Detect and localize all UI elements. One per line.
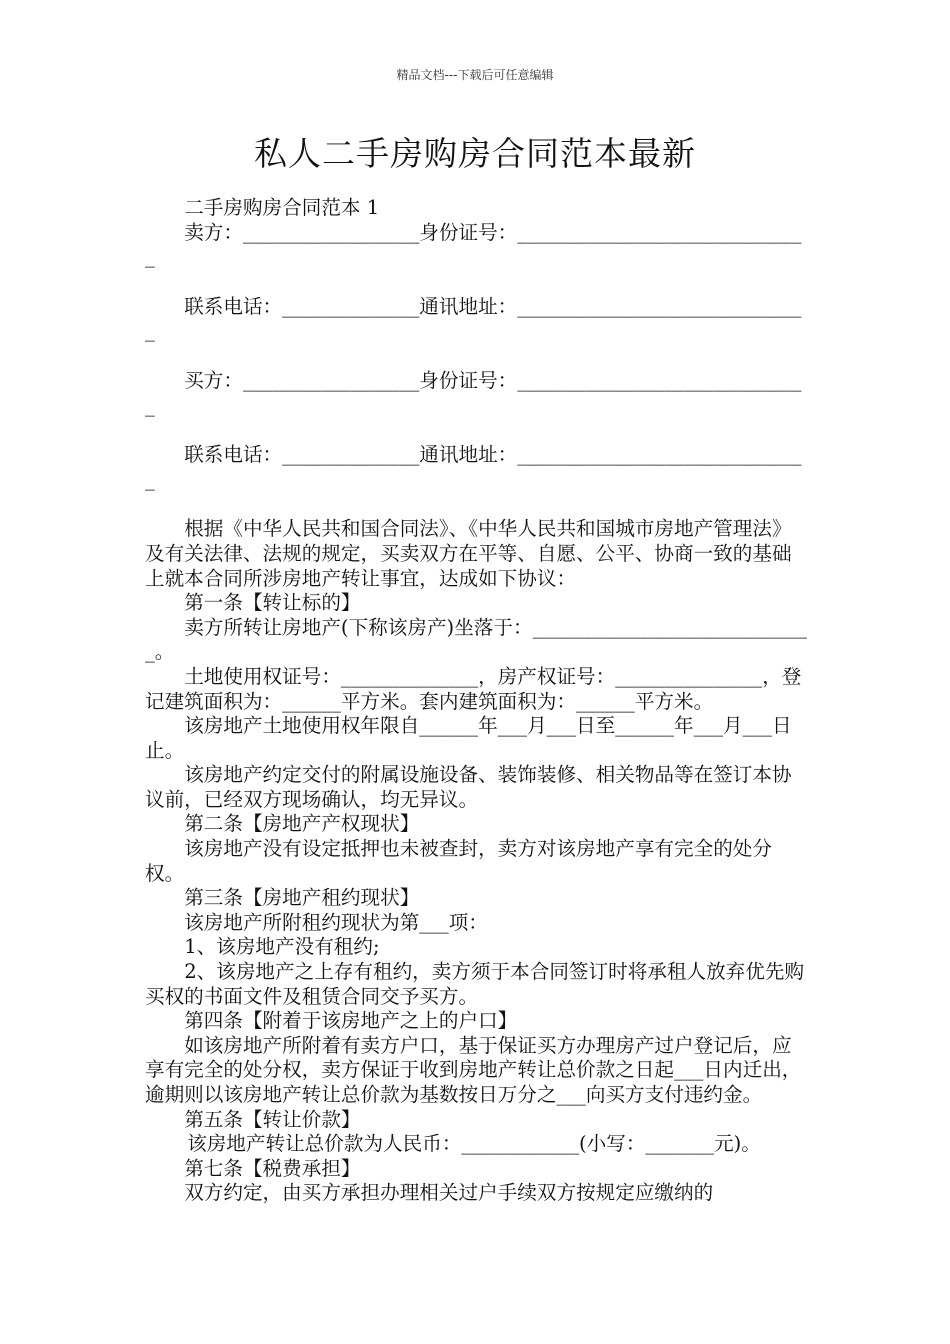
article-1-heading: 第一条【转让标的】: [184, 591, 361, 615]
subtitle: 二手房购房合同范本 1: [184, 196, 380, 219]
document-title: 私人二手房购房合同范本最新: [254, 134, 696, 173]
property-rights-paragraph: 该房地产没有设定抵押也未被查封，卖方对该房地产享有完全的处分权。: [145, 837, 772, 885]
article-5-heading: 第五条【转让价款】: [184, 1107, 361, 1131]
article-7-heading: 第七条【税费承担】: [184, 1156, 361, 1180]
price-paragraph: 该房地产转让总价款为人民币：____________(小写：_______元)。: [187, 1132, 761, 1156]
article-3-heading: 第三条【房地产租约现状】: [184, 886, 420, 910]
land-use-term-paragraph: 该房地产土地使用权年限自______年___月___日至______年___月___日止。: [145, 714, 792, 762]
certificate-area-paragraph: 土地使用权证号：______________，房产权证号：_______________，登记建筑面积为：______平方米。套内建筑面积为：______平方米。: [145, 664, 802, 713]
article-2-heading: 第二条【房地产产权现状】: [184, 812, 420, 836]
page-header: 精品文档---下载后可任意编辑: [396, 68, 554, 82]
property-location-line: 卖方所转让房地产(下称该房产)坐落于：_____________________________。: [145, 615, 807, 664]
preamble-paragraph: 根据《中华人民共和国合同法》、《中华人民共和国城市房地产管理法》及有关法律、法规的规定，买卖双方在平等、自愿、公平、协商一致的基础上就本合同所涉房地产转让事宜，达成如下协议：: [145, 517, 792, 590]
buyer-info-line: 买方：__________________身份证号：______________________________: [145, 368, 802, 417]
household-registration-paragraph: 如该房地产所附着有卖方户口，基于保证买方办理房产过户登记后，应享有完全的处分权，卖方保证于收到房地产转让总价款之日起___日内迁出，逾期则以该房地产转让总价款为基数按日万分之___向买方支付违约金。: [145, 1033, 802, 1106]
article-4-heading: 第四条【附着于该房地产之上的户口】: [184, 1009, 518, 1033]
seller-info-line: 卖方：__________________身份证号：______________________________: [145, 220, 802, 269]
seller-contact-line: 联系电话：______________通讯地址：______________________________: [145, 294, 802, 343]
buyer-contact-line: 联系电话：______________通讯地址：______________________________: [145, 443, 802, 491]
lease-option-2: 2、该房地产之上存有租约，卖方须于本合同签订时将承租人放弃优先购买权的书面文件及租赁合同交予买方。: [145, 960, 805, 1008]
document-body: [145, 196, 807, 1206]
facilities-paragraph: 该房地产约定交付的附属设施设备、装饰装修、相关物品等在签订本协议前，已经双方现场确认，均无异议。: [145, 763, 792, 811]
tax-paragraph: 双方约定，由买方承担办理相关过户手续双方按规定应缴纳的: [184, 1181, 714, 1205]
lease-option-1: 1、该房地产没有租约;: [184, 935, 380, 959]
lease-status-line: 该房地产所附租约现状为第___项：: [184, 910, 488, 934]
